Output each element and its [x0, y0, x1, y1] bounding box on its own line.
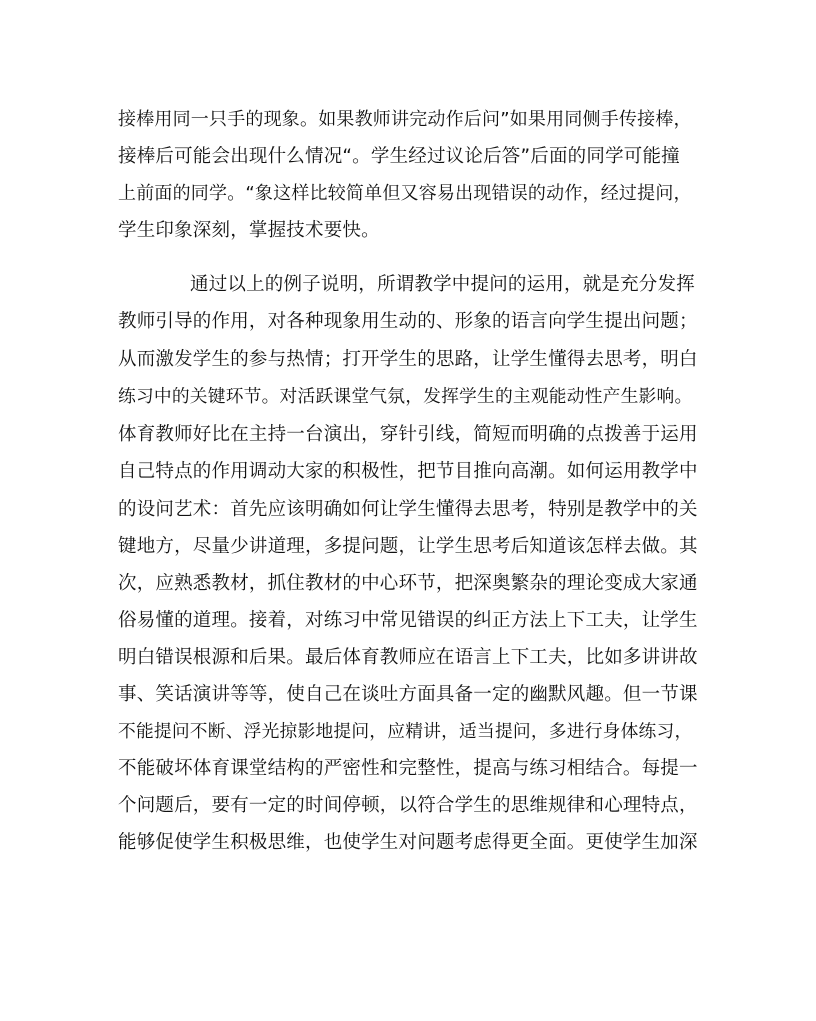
text-line: 个问题后，要有一定的时间停顿，以符合学生的思维规律和心理特点，: [118, 795, 698, 816]
text-line: 俗易懂的道理。接着，对练习中常见错误的纠正方法上下工夫，让学生: [118, 610, 698, 631]
text-line: 练习中的关键环节。对活跃课堂气氛，发挥学生的主观能动性产生影响。: [118, 387, 693, 407]
text-line: 的设问艺术：首先应该明确如何让学生懂得去思考，特别是教学中的关: [118, 499, 698, 520]
text-line: 次，应熟悉教材，抓住教材的中心环节，把深奥繁杂的理论变成大家通: [118, 573, 698, 594]
text-line: 学生印象深刻，掌握技术要快。: [118, 220, 380, 241]
text-line: 体育教师好比在主持一台演出，穿针引线，简短而明确的点拨善于运用: [118, 424, 698, 445]
text-line: 教师引导的作用，对各种现象用生动的、形象的语言向学生提出问题；: [118, 311, 698, 332]
text-line: 明白错误根源和后果。最后体育教师应在语言上下工夫，比如多讲讲故: [118, 647, 698, 668]
text-line: 不能破坏体育课堂结构的严密性和完整性，提高与练习相结合。每提一: [118, 758, 698, 779]
text-line: 接棒后可能会出现什么情况“。学生经过议论后答”后面的同学可能撞: [118, 146, 680, 167]
text-line: 上前面的同学。“象这样比较简单但又容易出现错误的动作，经过提问，: [118, 183, 692, 204]
text-line: 能够促使学生积极思维，也使学生对问题考虑得更全面。更使学生加深: [118, 832, 698, 853]
text-line: 键地方，尽量少讲道理，多提问题，让学生思考后知道该怎样去做。其: [118, 536, 698, 557]
text-line: 事、笑话演讲等等，使自己在谈吐方面具备一定的幽默风趣。但一节课: [118, 684, 698, 705]
text-line: 通过以上的例子说明，所谓教学中提问的运用，就是充分发挥: [190, 274, 695, 295]
text-line: 从而激发学生的参与热情；打开学生的思路，让学生懂得去思考，明白: [118, 349, 698, 370]
text-line: 接棒用同一只手的现象。如果教师讲完动作后问”如果用同侧手传接棒，: [118, 109, 692, 130]
text-line: 自己特点的作用调动大家的积极性，把节目推向高潮。如何运用教学中: [118, 461, 698, 482]
text-line: 不能提问不断、浮光掠影地提问，应精讲，适当提问，多进行身体练习，: [118, 722, 693, 742]
